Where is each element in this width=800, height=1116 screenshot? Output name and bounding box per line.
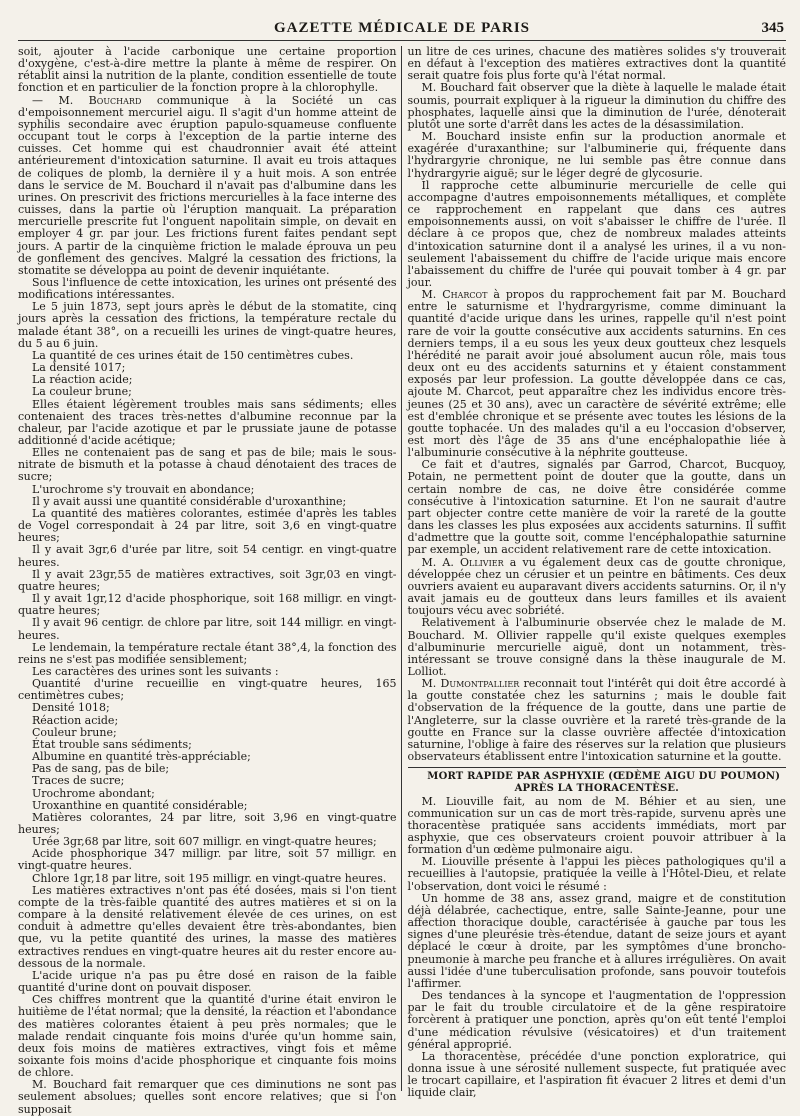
paragraph-text: Réaction acide; xyxy=(32,713,119,727)
paragraph-text: soit, ajouter à l'acide carbonique une certaine proportion d'oxygène, c'est-à-dire mettre la plante à même de respirer. On rétablit ainsi la nutrition de la plante, condition essentielle de toute fonction et en particulier de la fonction propre à la chlorophylle. xyxy=(18,45,397,95)
paragraph-text: M. Bouchard insiste enfin sur la production anormale et exagérée d'uraxanthine; sur l'albuminerie qui, fréquente dans l'hydrargyrie chronique, ne lui semble pas être connue dans l'hydrargyrie aiguë; sur le léger degré de glycosurie. xyxy=(407,130,787,180)
section-rule xyxy=(408,767,787,768)
left-column xyxy=(18,45,397,1116)
paragraph xyxy=(18,399,397,448)
paragraph-text: Urochrome abondant; xyxy=(32,786,155,800)
paragraph xyxy=(18,95,397,277)
paragraph xyxy=(18,569,397,593)
paragraph-text: Il y avait 1gr,12 d'acide phosphorique, soit 168 milligr. en vingt-quatre heures; xyxy=(18,592,397,618)
paragraph-text: Uroxanthine en quantité considérable; xyxy=(32,798,248,812)
paragraph-text: Il rapproche cette albuminurie mercurielle de celle qui accompagne d'autres empoisonnements métalliques, et complète ce rapprochement en rappelant que dans ces autres empoisonnements aussi, on voit s'abaisser le chiffre de l'urée. Il déclare à ce propos que, chez de nombreux malades atteints d'intoxication saturnine dont il a analysé les urines, il a vu non-seulement l'abaissement du chiffre de l'acide urique mais encore l'abaissement du chiffre de l'urée qui pouvait tomber à 4 gr. par jour. xyxy=(407,178,787,289)
paragraph xyxy=(408,856,787,892)
paragraph xyxy=(18,447,397,483)
paragraph xyxy=(408,459,787,556)
paragraph-text: Il y avait aussi une quantité considérable d'uroxanthine; xyxy=(32,494,347,508)
paragraph-text: Le lendemain, la température rectale étant 38°,4, la fonction des reins ne s'est pas modifiée sensiblement; xyxy=(18,640,397,666)
paragraph xyxy=(408,180,787,289)
paragraph-text: M. Liouville présente à l'appui les pièces pathologiques qu'il a recueillies à l'autopsie, pratiquée la veille à l'Hôtel-Dieu, et relate l'observation, dont voici le résumé : xyxy=(407,855,787,893)
paragraph-text: La densité 1017; xyxy=(32,361,126,375)
paragraph-text: Densité 1018; xyxy=(32,701,110,715)
paragraph-text: communique à la Société un cas d'empoisonnement mercuriel aigu. Il s'agit d'un homme atteint de syphilis secondaire avec éruption papulo-squameuse confluente occupant tout le corps à l'exception de la partie interne des cuisses. Cet homme qui est chaudronnier avait été atteint antérieurement d'intoxication saturnine. Il avait eu trois attaques de coliques de plomb, la dernière il y a huit mois. A son entrée dans le service de M. Bouchard il n'avait pas d'albumine dans les urines. On prescrivit des frictions mercurielles à la face interne des cuisses, dans la partie où l'éruption manquait. La préparation mercurielle prescrite fut l'onguent napolitain simple, on devait en employer 4 gr. par jour. Les frictions furent faites pendant sept jours. A partir de la cinquième friction le malade éprouva un peu de gonflement des gencives. Malgré la cessation des frictions, la stomatite se développa au point de devenir inquiétante. xyxy=(18,93,397,277)
paragraph-text: Relativement à l'albuminurie observée chez le malade de M. Bouchard. M. Ollivier rappelle qu'il existe quelques exemples d'albuminurie mercurielle aiguë, dont un notamment, très-intéressant se trouve consigné dans la thèse inaugurale de M. Lolliot. xyxy=(407,616,787,678)
paragraph xyxy=(18,544,397,568)
paragraph xyxy=(18,678,397,702)
paragraph-text: Chlore 1gr,18 par litre, soit 195 milligr. en vingt-quatre heures. xyxy=(32,871,387,885)
paragraph-text: Le 5 juin 1873, sept jours après le début de la stomatite, cinq jours après la cessation des frictions, la température rectale du malade étant 38°, on a recueilli les urines de vingt-quatre heures, du 5 au 6 juin. xyxy=(18,300,397,350)
paragraph xyxy=(18,508,397,544)
paragraph xyxy=(408,557,787,618)
paragraph xyxy=(18,46,397,95)
paragraph-text: M. Liouville fait, au nom de M. Béhier et au sien, une communication sur un cas de mort très-rapide, survenu après une thoracentèse pratiquée sans accidents immédiats, mort par asphyxie, que ces observateurs croient pouvoir attribuer à la formation d'un œdème pulmonaire aigu. xyxy=(407,794,787,857)
page-header xyxy=(18,12,786,41)
right-column xyxy=(407,45,787,1100)
paragraph-text: Urée 3gr,68 par litre, soit 607 milligr. en vingt-quatre heures; xyxy=(32,835,377,849)
paragraph-text: Il y avait 23gr,55 de matières extractives, soit 3gr,03 en vingt-quatre heures; xyxy=(18,567,397,593)
paragraph xyxy=(408,990,787,1051)
section-title: MORT RAPIDE PAR ASPHYXIE (ŒDÈME AIGU DU POUMON) APRÈS LA THORACENTÈSE. xyxy=(427,771,781,795)
paragraph xyxy=(408,617,787,678)
speaker-name: M. A. Ollivier xyxy=(421,555,504,569)
paragraph-text: Pas de sang, pas de bile; xyxy=(32,762,170,776)
paragraph-text: Matières colorantes, 24 par litre, soit 3,96 en vingt-quatre heures; xyxy=(18,810,397,836)
column-divider xyxy=(401,46,402,1091)
paragraph xyxy=(408,289,787,459)
paragraph-text: Il y avait 96 centigr. de chlore par litre, soit 144 milligr. en vingt-heures. xyxy=(18,616,397,642)
paragraph-text: État trouble sans sédiments; xyxy=(32,737,192,751)
paragraph-text: Des tendances à la syncope et l'augmentation de l'oppression par le fait du trouble circulatoire et de la gêne respiratoire forcèrent à pratiquer une ponction, après qu'on eût tenté l'emploi d'une médication révulsive (vésicatoires) et d'un traitement général approprié. xyxy=(407,989,787,1051)
paragraph-text: Elles étaient légèrement troubles mais sans sédiments; elles contenaient des traces très-nettes d'albumine reconnue par la chaleur, par l'acide azotique et par le prussiate jaune de potasse additionné d'acide acétique; xyxy=(18,397,397,447)
paragraph-text: Ce fait et d'autres, signalés par Garrod, Charcot, Bucquoy, Potain, ne permettent point de douter que la goutte, dans un certain nombre de cas, ne doive être considérée comme consécutive à l'intoxication saturnine. Et l'on ne saurait d'autre part objecter contre cette manière de voir la rareté de la goutte dans les classes les plus exposées aux accidents saturnins. Il suffit d'admettre que la goutte soit, comme l'encéphalopathie saturnine par exemple, un accident relativement rare de cette intoxication. xyxy=(407,458,787,557)
paragraph-text: à propos du rapprochement fait par M. Bouchard entre le saturnisme et l'hydrargyrisme, comme diminuant la quantité d'acide urique dans les urines, rappelle qu'il n'est point rare de voir la goutte consécutive aux accidents saturnins. En ces derniers temps, il a eu sous les yeux deux goutteux chez lesquels l'hérédité ne parait avoir joué absolument aucun rôle, mais tous deux ont eu des accidents saturnins et y étaient constamment exposés par leur profession. La goutte développée dans ce cas, ajoute M. Charcot, peut apparaître chez les individus encore très-jeunes (25 et 30 ans), avec un caractère de sévérité extrême; elle est d'emblée chronique et se présente avec toutes les lésions de la goutte tophacée. Un des malades qu'il a eu l'occasion d'observer, est mort dès l'âge de 35 ans d'une encéphalopathie liée à l'albuminurie consécutive à la néphrite goutteuse. xyxy=(407,288,787,460)
paragraph xyxy=(18,848,397,872)
paragraph-text: Un homme de 38 ans, assez grand, maigre et de constitution déjà délabrée, cachectique, entre, salle Sainte-Jeanne, pour une affection thoracique double, caractérisée à gauche par tous les signes d'une pleurésie très-étendue, datant de seize jours et ayant déplacé le cœur à droite, par les symptômes d'une broncho-pneumonie à marche peu franche et à allures irrégulières. On avait aussi l'idée d'une tuberculisation profonde, sans pouvoir toutefois l'affirmer. xyxy=(407,891,787,990)
paragraph-text: Les caractères des urines sont les suivants : xyxy=(32,664,279,678)
paragraph xyxy=(408,82,787,131)
paragraph-text: Sous l'influence de cette intoxication, les urines ont présenté des modifications intéressantes. xyxy=(18,275,397,302)
journal-title: GAZETTE MÉDICALE DE PARIS xyxy=(273,20,530,36)
paragraph xyxy=(18,301,397,350)
paragraph-text: La quantité de ces urines était de 150 centimètres cubes. xyxy=(32,348,354,362)
paragraph-text: La quantité des matières colorantes, estimée d'après les tables de Vogel correspondait à 24 par litre, soit 3,6 en vingt-quatre heures; xyxy=(18,506,397,545)
paragraph-text: La couleur brune; xyxy=(32,385,132,399)
paragraph xyxy=(18,885,397,970)
paragraph-text: reconnait tout l'intérêt qui doit être accordé à la goutte constatée chez les saturnins ; mais le double fait d'observation de la fréquence de la goutte, dans une partie de l'Angleterre, sur la classe ouvrière et la rareté très-grande de la goutte en France sur la classe ouvrière affectée d'intoxication saturnine, l'oblige à faire des réserves sur la relation que plusieurs observateurs établissent entre l'intoxication saturnine et la goutte. xyxy=(407,677,787,764)
paragraph-text: Couleur brune; xyxy=(32,725,117,739)
paragraph-text: La thoracentèse, précédée d'une ponction exploratrice, qui donna issue à une sérosité nullement suspecte, fut pratiquée avec le trocart capillaire, et l'aspiration fit évacuer 2 litres et demi d'un liquide clair, xyxy=(407,1049,787,1100)
paragraph xyxy=(18,1079,397,1115)
paragraph-text: Ces chiffres montrent que la quantité d'urine était environ le huitième de l'état normal; que la densité, la réaction et l'abondance des matières colorantes étaient à peu près normales; que le malade rendait cinquante fois moins d'urée qu'un homme sain, deux fois moins de matières extractives, vingt fois et même soixante fois moins d'acide phosphorique et cinquante fois moins de chlore. xyxy=(18,993,397,1080)
paragraph xyxy=(18,970,397,994)
paragraph-text: L'acide urique n'a pas pu être dosé en raison de la faible quantité d'urine dont on pouvait disposer. xyxy=(18,968,397,995)
paragraph xyxy=(408,1051,787,1100)
paragraph-text: Les matières extractives n'ont pas été dosées, mais si l'on tient compte de la très-faible quantité des autres matières et si on la compare à la densité relativement élevée de ces urines, on est conduit à admettre qu'elles devaient être très-abondantes, bien que, vu la petite quantité des urines, la masse des matières extractives rendues en vingt-quatre heures ait du rester encore au-dessous de la normale. xyxy=(18,883,397,970)
paragraph-text: un litre de ces urines, chacune des matières solides s'y trouverait en défaut à l'exception des matières extractives dont la quantité serait quatre fois plus forte qu'à l'état normal. xyxy=(407,45,787,83)
paragraph xyxy=(18,617,397,641)
paragraph-text: Traces de sucre; xyxy=(32,774,125,788)
paragraph-text: M. Bouchard fait observer que la diète à laquelle le malade était soumis, pourrait expliquer à la rigueur la diminution du chiffre des phosphates, laquelle ainsi que la diminution de l'urée, dénoterait plutôt une sorte d'arrêt dans les actes de la désassimilation. xyxy=(407,81,787,131)
paragraph-text: Quantité d'urine recueillie en vingt-quatre heures, 165 centimètres cubes; xyxy=(18,677,397,703)
paragraph xyxy=(18,994,397,1079)
paragraph-text: Il y avait 3gr,6 d'urée par litre, soit 54 centigr. en vingt-quatre heures. xyxy=(18,543,397,569)
paragraph xyxy=(408,46,787,82)
page-number: 345 xyxy=(761,20,784,36)
paragraph xyxy=(18,812,397,836)
paragraph xyxy=(18,642,397,666)
paragraph xyxy=(408,678,787,763)
paragraph-text: Albumine en quantité très-appréciable; xyxy=(32,750,251,764)
paragraph xyxy=(18,277,397,301)
paragraph xyxy=(408,796,787,857)
paragraph-text: L'urochrome s'y trouvait en abondance; xyxy=(32,482,255,496)
paragraph xyxy=(408,893,787,990)
paragraph-text: Acide phosphorique 347 milligr. par litre, soit 57 milligr. en vingt-quatre heures. xyxy=(18,847,397,873)
paragraph-text: M. Bouchard fait remarquer que ces diminutions ne sont pas seulement absolues; quelles sont encore relatives; que si l'on supposait xyxy=(18,1078,397,1116)
text-columns xyxy=(18,45,787,1116)
paragraph-text: a vu également deux cas de goutte chronique, développée chez un cérusier et un peintre en bâtiments. Ces deux ouvriers avaient eu auparavant divers accidents saturnins. Or, il n'y avait jamais eu de goutteux dans leurs familles et ils avaient toujours vécu avec sobriété. xyxy=(407,555,787,618)
paragraph xyxy=(408,131,787,180)
paragraph xyxy=(18,593,397,617)
speaker-name: M. Charcot xyxy=(421,288,488,302)
paragraph-text: Elles ne contenaient pas de sang et pas de bile; mais le sous-nitrate de bismuth et la potasse à chaud dénotaient des traces de sucre; xyxy=(18,446,397,484)
speaker-name: — M. Bouchard xyxy=(32,93,142,107)
paragraph-text: La réaction acide; xyxy=(32,373,133,387)
speaker-name: M. Dumontpallier xyxy=(421,677,520,691)
